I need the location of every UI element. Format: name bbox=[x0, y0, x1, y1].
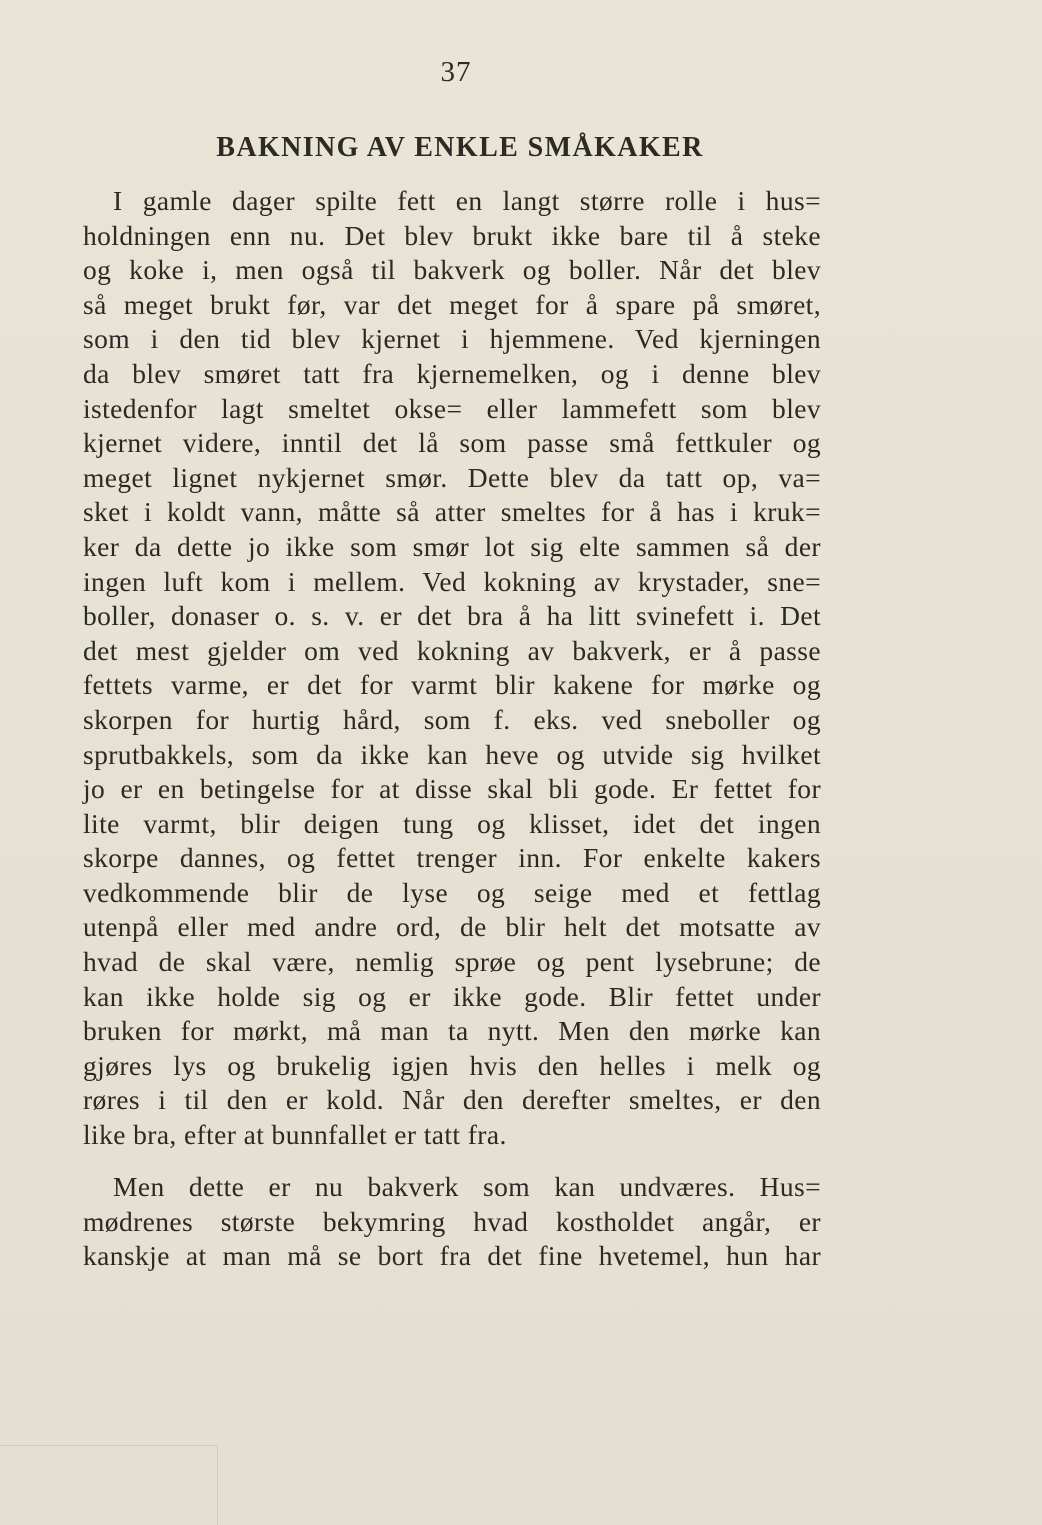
page-number: 37 bbox=[440, 56, 472, 88]
text-line: mødrenes største bekymring hvad kostholdet angår, er bbox=[83, 1205, 821, 1237]
text-line: holdningen enn nu. Det blev brukt ikke bare til å steke bbox=[83, 219, 821, 251]
text-line: det mest gjelder om ved kokning av bakverk, er å passe bbox=[83, 634, 821, 666]
paragraph-1 bbox=[83, 184, 821, 1153]
text-line: ingen luft kom i mellem. Ved kokning av krystader, sne= bbox=[83, 565, 821, 597]
chapter-heading: BAKNING AV ENKLE SMÅKAKER bbox=[216, 132, 704, 163]
paragraph-2 bbox=[83, 1170, 821, 1274]
text-line: og koke i, men også til bakverk og boller. Når det blev bbox=[83, 254, 821, 286]
text-line: hvad de skal være, nemlig sprøe og pent lysebrune; de bbox=[83, 946, 821, 978]
text-line: kan ikke holde sig og er ikke gode. Blir fettet under bbox=[83, 980, 821, 1012]
text-line: like bra, efter at bunnfallet er tatt fra. bbox=[83, 1119, 507, 1151]
text-line: Men dette er nu bakverk som kan undværes. Hus= bbox=[113, 1171, 821, 1202]
text-line: vedkommende blir de lyse og seige med et fettlag bbox=[83, 876, 821, 908]
text-line: røres i til den er kold. Når den derefter smeltes, er den bbox=[83, 1084, 821, 1116]
text-line: bruken for mørkt, må man ta nytt. Men den mørke kan bbox=[83, 1015, 821, 1047]
text-line: kanskje at man må se bort fra det fine hvetemel, hun har bbox=[83, 1240, 821, 1272]
text-line: kjernet videre, inntil det lå som passe små fettkuler og bbox=[83, 427, 821, 459]
text-line: da blev smøret tatt fra kjernemelken, og i denne blev bbox=[83, 357, 821, 389]
text-line: utenpå eller med andre ord, de blir helt det motsatte av bbox=[83, 911, 821, 943]
text-line: jo er en betingelse for at disse skal bli gode. Er fettet for bbox=[83, 773, 821, 805]
text-line: fettets varme, er det for varmt blir kakene for mørke og bbox=[83, 669, 821, 701]
text-line: skorpe dannes, og fettet trenger inn. For enkelte kakers bbox=[83, 842, 821, 874]
text-line: skorpen for hurtig hård, som f. eks. ved sneboller og bbox=[83, 703, 821, 735]
text-line: ker da dette jo ikke som smør lot sig elte sammen så der bbox=[83, 530, 821, 562]
text-line: boller, donaser o. s. v. er det bra å ha litt svinefett i. Det bbox=[83, 600, 821, 632]
text-line: så meget brukt før, var det meget for å spare på smøret, bbox=[83, 288, 821, 320]
text-line: som i den tid blev kjernet i hjemmene. Ved kjerningen bbox=[83, 323, 821, 355]
text-line: I gamle dager spilte fett en langt større rolle i hus= bbox=[113, 185, 821, 216]
text-line: meget lignet nykjernet smør. Dette blev da tatt op, va= bbox=[83, 461, 821, 493]
library-stamp-frame bbox=[0, 1445, 218, 1525]
text-line: istedenfor lagt smeltet okse= eller lammefett som blev bbox=[83, 392, 821, 424]
text-line: sprutbakkels, som da ikke kan heve og utvide sig hvilket bbox=[83, 738, 821, 770]
text-line: gjøres lys og brukelig igjen hvis den helles i melk og bbox=[83, 1049, 821, 1081]
text-line: lite varmt, blir deigen tung og klisset, idet det ingen bbox=[83, 807, 821, 839]
text-line: sket i koldt vann, måtte så atter smeltes for å has i kruk= bbox=[83, 496, 821, 528]
